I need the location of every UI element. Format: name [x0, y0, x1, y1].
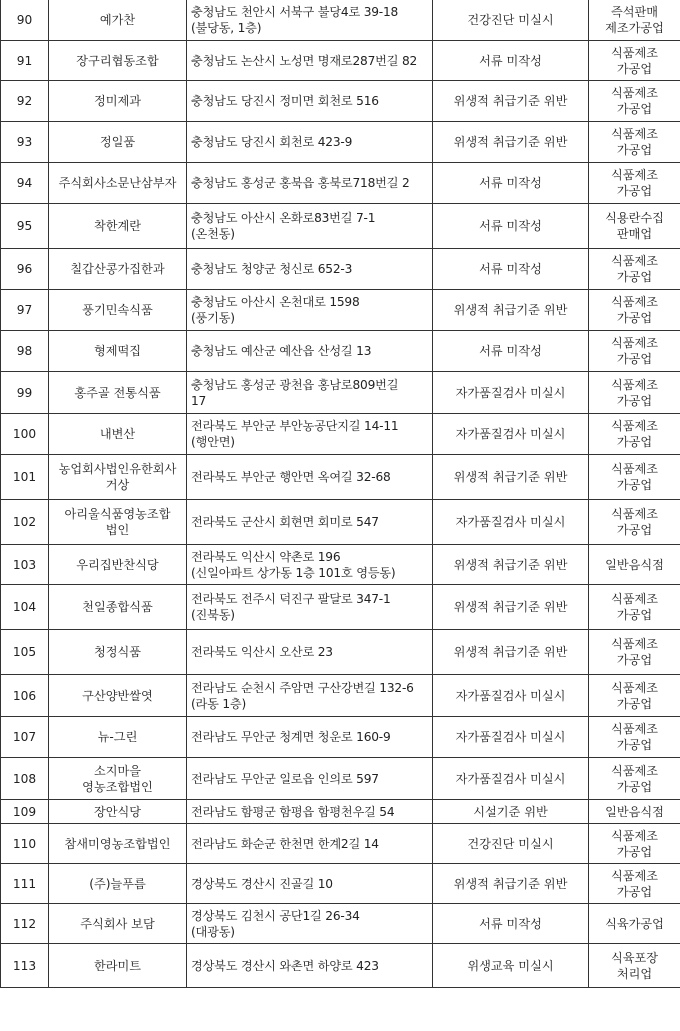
business-type-line: 식품제조: [610, 763, 659, 778]
address-line: 전라남도 무안군 청계면 청운로 160-9: [191, 730, 391, 744]
violation-cell: 서류 미작성: [433, 904, 589, 944]
business-type-cell: [589, 81, 680, 122]
business-type-line: 식품제조: [610, 127, 659, 141]
address-line: (온천동): [191, 227, 235, 241]
business-type-line: 가공업: [616, 393, 653, 408]
business-name-cell: 참새미영농조합법인: [49, 824, 187, 864]
address-cell: [187, 904, 433, 944]
business-name-cell: 주식회사소문난삼부자: [49, 163, 187, 204]
business-name-cell: 우리집반찬식당: [49, 545, 187, 585]
violation-cell: 서류 미작성: [433, 249, 589, 290]
business-name-cell: 홍주골 전통식품: [49, 372, 187, 414]
address-line: 경상북도 경산시 와촌면 하양로 423: [191, 958, 379, 973]
address-cell: [187, 824, 433, 864]
business-type-line: 가공업: [616, 523, 653, 537]
address-cell: [187, 122, 433, 163]
violation-cell: 자가품질검사 미실시: [433, 758, 589, 800]
address-cell: [187, 163, 433, 204]
violation-cell: 건강진단 미실시: [433, 824, 589, 864]
address-cell: [187, 944, 433, 988]
business-type-cell: [589, 864, 680, 904]
business-name-line: 소지마을: [93, 763, 142, 778]
row-number-cell: 92: [1, 81, 49, 122]
row-number-cell: 99: [1, 372, 49, 414]
business-type-line: 가공업: [616, 608, 653, 622]
business-type-line: 식품제조: [610, 86, 659, 100]
address-line: 전라남도 무안군 일로읍 인의로 597: [191, 771, 379, 786]
address-line: (라동 1층): [191, 696, 247, 711]
business-type-line: 식품제조: [610, 592, 659, 606]
business-type-line: 가공업: [616, 270, 653, 284]
business-type-line: 식품제조: [610, 462, 659, 476]
violation-cell: 위생적 취급기준 위반: [433, 122, 589, 163]
business-type-line: 식품제조: [610, 722, 659, 736]
business-type-cell: [589, 675, 680, 717]
business-type-line: 식품제조: [610, 828, 659, 843]
address-line: 전라북도 부안군 행안면 옥여길 32-68: [191, 470, 391, 484]
business-name-cell: 정일품: [49, 122, 187, 163]
address-line: (불당동, 1층): [191, 20, 262, 35]
business-type-line: 식육가공업: [605, 916, 664, 931]
address-line: 충청남도 논산시 노성면 명재로287번길 82: [191, 53, 418, 68]
address-cell: [187, 500, 433, 545]
row-number-cell: 95: [1, 204, 49, 249]
table-row: [1, 122, 680, 163]
business-type-line: 가공업: [616, 61, 653, 76]
business-name-cell: 착한계란: [49, 204, 187, 249]
business-type-line: 판매업: [616, 227, 653, 241]
row-number-cell: 97: [1, 290, 49, 331]
address-line: 전라북도 익산시 약촌로 196: [191, 549, 341, 564]
address-line: (대광동): [191, 924, 235, 939]
business-type-cell: [589, 500, 680, 545]
business-name-line: 영농조합법인: [82, 779, 153, 794]
business-type-line: 가공업: [616, 779, 653, 794]
address-cell: [187, 864, 433, 904]
violation-cell: 위생적 취급기준 위반: [433, 455, 589, 500]
business-name-cell: 형제떡집: [49, 331, 187, 372]
business-name-cell: [49, 758, 187, 800]
table-row: [1, 331, 680, 372]
business-type-cell: [589, 0, 680, 41]
table-row: [1, 824, 680, 864]
business-name-line: 아리울식품영농조합: [64, 507, 171, 521]
table-row: [1, 249, 680, 290]
address-line: 충청남도 청양군 청신로 652-3: [191, 262, 353, 276]
business-type-cell: [589, 904, 680, 944]
business-type-cell: [589, 800, 680, 824]
business-type-line: 가공업: [616, 102, 653, 116]
business-type-line: 식품제조: [610, 507, 659, 521]
table-row: [1, 675, 680, 717]
business-type-line: 가공업: [616, 696, 653, 711]
business-name-line: 농업회사법인유한회사: [58, 462, 177, 476]
violation-cell: 시설기준 위반: [433, 800, 589, 824]
business-type-line: 일반음식점: [605, 557, 664, 572]
violation-cell: 위생적 취급기준 위반: [433, 864, 589, 904]
business-type-line: 일반음식점: [605, 804, 664, 819]
violation-cell: 위생적 취급기준 위반: [433, 545, 589, 585]
row-number-cell: 104: [1, 585, 49, 630]
business-type-cell: [589, 630, 680, 675]
address-cell: [187, 249, 433, 290]
table-row: [1, 758, 680, 800]
address-cell: [187, 372, 433, 414]
address-line: 충청남도 홍성군 광천읍 홍남로809번길: [191, 377, 399, 392]
business-name-line: 법인: [105, 523, 130, 537]
business-type-cell: [589, 455, 680, 500]
business-type-cell: [589, 122, 680, 163]
row-number-cell: 91: [1, 41, 49, 81]
business-name-line: 거상: [105, 478, 130, 492]
address-cell: [187, 414, 433, 455]
address-line: 전라남도 순천시 주암면 구산강변길 132-6: [191, 680, 414, 695]
address-line: (풍기동): [191, 311, 235, 325]
address-cell: [187, 800, 433, 824]
business-type-cell: [589, 163, 680, 204]
business-name-cell: 뉴-그린: [49, 717, 187, 758]
row-number-cell: 96: [1, 249, 49, 290]
table-row: [1, 455, 680, 500]
business-name-cell: 예가찬: [49, 0, 187, 41]
address-cell: [187, 81, 433, 122]
address-line: 경상북도 김천시 공단1길 26-34: [191, 908, 360, 923]
row-number-cell: 90: [1, 0, 49, 41]
row-number-cell: 102: [1, 500, 49, 545]
address-line: 전라북도 익산시 오산로 23: [191, 645, 333, 659]
violation-cell: 위생적 취급기준 위반: [433, 81, 589, 122]
violation-cell: 위생교육 미실시: [433, 944, 589, 988]
table-row: [1, 81, 680, 122]
business-type-line: 식품제조: [610, 680, 659, 695]
address-cell: [187, 717, 433, 758]
business-type-line: 식품제조: [610, 168, 659, 182]
row-number-cell: 110: [1, 824, 49, 864]
violation-cell: 건강진단 미실시: [433, 0, 589, 41]
business-type-line: 가공업: [616, 478, 653, 492]
address-line: 충청남도 예산군 예산읍 산성길 13: [191, 344, 372, 358]
business-type-line: 식품제조: [610, 377, 659, 392]
table-row: [1, 500, 680, 545]
table-row: [1, 0, 680, 41]
address-line: 충청남도 천안시 서북구 불당4로 39-18: [191, 4, 399, 19]
address-line: 충청남도 홍성군 홍북읍 홍북로718번길 2: [191, 176, 410, 190]
business-name-cell: 한라미트: [49, 944, 187, 988]
business-name-cell: [49, 455, 187, 500]
violation-cell: 위생적 취급기준 위반: [433, 290, 589, 331]
violation-cell: 자가품질검사 미실시: [433, 500, 589, 545]
business-type-line: 식품제조: [610, 45, 659, 60]
business-type-line: 식품제조: [610, 637, 659, 651]
business-type-line: 식육포장: [610, 950, 659, 965]
table-row: [1, 800, 680, 824]
business-type-line: 가공업: [616, 352, 653, 366]
address-cell: [187, 585, 433, 630]
address-line: 전라남도 함평군 함평읍 함평천우길 54: [191, 804, 395, 819]
business-type-cell: [589, 545, 680, 585]
business-type-cell: [589, 944, 680, 988]
table-row: [1, 944, 680, 988]
table-row: [1, 630, 680, 675]
table-row: [1, 41, 680, 81]
business-name-cell: 주식회사 보담: [49, 904, 187, 944]
address-line: 전라북도 부안군 부안농공단지길 14-11: [191, 419, 399, 433]
row-number-cell: 109: [1, 800, 49, 824]
table-row: [1, 372, 680, 414]
business-name-cell: 칠갑산콩가집한과: [49, 249, 187, 290]
address-cell: [187, 675, 433, 717]
table-row: [1, 290, 680, 331]
business-type-cell: [589, 717, 680, 758]
row-number-cell: 103: [1, 545, 49, 585]
address-cell: [187, 545, 433, 585]
business-type-line: 식용란수집: [605, 211, 664, 225]
address-cell: [187, 455, 433, 500]
violation-cell: 위생적 취급기준 위반: [433, 630, 589, 675]
business-name-cell: 정미제과: [49, 81, 187, 122]
row-number-cell: 112: [1, 904, 49, 944]
violation-cell: 서류 미작성: [433, 163, 589, 204]
table-row: [1, 904, 680, 944]
row-number-cell: 98: [1, 331, 49, 372]
business-name-cell: 천일종합식품: [49, 585, 187, 630]
business-name-cell: 청정식품: [49, 630, 187, 675]
row-number-cell: 105: [1, 630, 49, 675]
table-body: [1, 0, 680, 988]
address-line: 충청남도 아산시 온화로83번길 7-1: [191, 211, 376, 225]
row-number-cell: 101: [1, 455, 49, 500]
address-cell: [187, 630, 433, 675]
violation-cell: 자가품질검사 미실시: [433, 717, 589, 758]
address-line: 전라북도 군산시 회현면 회미로 547: [191, 515, 379, 529]
violation-cell: 서류 미작성: [433, 331, 589, 372]
violation-cell: 서류 미작성: [433, 41, 589, 81]
business-type-line: 식품제조: [610, 295, 659, 309]
violation-cell: 위생적 취급기준 위반: [433, 585, 589, 630]
violation-cell: 서류 미작성: [433, 204, 589, 249]
business-type-line: 처리업: [616, 966, 653, 981]
table-row: [1, 585, 680, 630]
table-row: [1, 545, 680, 585]
address-cell: [187, 204, 433, 249]
address-line: 충청남도 당진시 정미면 회천로 516: [191, 94, 379, 108]
business-type-cell: [589, 331, 680, 372]
business-type-line: 가공업: [616, 653, 653, 667]
address-cell: [187, 758, 433, 800]
business-type-line: 가공업: [616, 844, 653, 859]
row-number-cell: 106: [1, 675, 49, 717]
business-name-cell: 장구리협동조합: [49, 41, 187, 81]
address-line: (행안면): [191, 435, 235, 449]
table-row: [1, 717, 680, 758]
row-number-cell: 113: [1, 944, 49, 988]
business-type-line: 가공업: [616, 738, 653, 752]
business-type-cell: [589, 290, 680, 331]
business-type-line: 가공업: [616, 143, 653, 157]
business-type-cell: [589, 414, 680, 455]
business-type-line: 식품제조: [610, 336, 659, 350]
address-line: 17: [191, 393, 207, 408]
address-line: 경상북도 경산시 진골길 10: [191, 876, 333, 891]
business-type-line: 식품제조: [610, 254, 659, 268]
row-number-cell: 94: [1, 163, 49, 204]
table-row: [1, 414, 680, 455]
violation-cell: 자가품질검사 미실시: [433, 372, 589, 414]
row-number-cell: 107: [1, 717, 49, 758]
address-cell: [187, 41, 433, 81]
business-name-cell: 구산양반쌀엿: [49, 675, 187, 717]
business-type-cell: [589, 824, 680, 864]
business-name-cell: 풍기민속식품: [49, 290, 187, 331]
business-type-line: 식품제조: [610, 868, 659, 883]
address-line: 전라북도 전주시 덕진구 팔달로 347-1: [191, 592, 391, 606]
business-type-line: 제조가공업: [605, 20, 664, 35]
table-row: [1, 204, 680, 249]
table-row: [1, 864, 680, 904]
row-number-cell: 93: [1, 122, 49, 163]
address-line: (진북동): [191, 608, 235, 622]
business-type-line: 가공업: [616, 884, 653, 899]
business-type-cell: [589, 758, 680, 800]
business-type-line: 가공업: [616, 184, 653, 198]
business-type-line: 가공업: [616, 311, 653, 325]
address-cell: [187, 0, 433, 41]
address-line: 충청남도 당진시 회천로 423-9: [191, 135, 353, 149]
business-type-line: 식품제조: [610, 419, 659, 433]
business-type-cell: [589, 372, 680, 414]
business-type-line: 즉석판매: [610, 4, 659, 19]
business-name-cell: 장안식당: [49, 800, 187, 824]
business-name-cell: (주)늘푸름: [49, 864, 187, 904]
address-line: 전라남도 화순군 한천면 한계2길 14: [191, 836, 379, 851]
business-type-cell: [589, 249, 680, 290]
business-name-cell: [49, 500, 187, 545]
violation-cell: 자가품질검사 미실시: [433, 675, 589, 717]
business-type-line: 가공업: [616, 435, 653, 449]
row-number-cell: 100: [1, 414, 49, 455]
business-type-cell: [589, 204, 680, 249]
row-number-cell: 108: [1, 758, 49, 800]
address-line: 충청남도 아산시 온천대로 1598: [191, 295, 360, 309]
business-type-cell: [589, 41, 680, 81]
violation-cell: 자가품질검사 미실시: [433, 414, 589, 455]
address-cell: [187, 331, 433, 372]
address-line: (신일아파트 상가동 1층 101호 영등동): [191, 565, 396, 580]
business-type-cell: [589, 585, 680, 630]
table-row: [1, 163, 680, 204]
business-name-cell: 내변산: [49, 414, 187, 455]
address-cell: [187, 290, 433, 331]
row-number-cell: 111: [1, 864, 49, 904]
